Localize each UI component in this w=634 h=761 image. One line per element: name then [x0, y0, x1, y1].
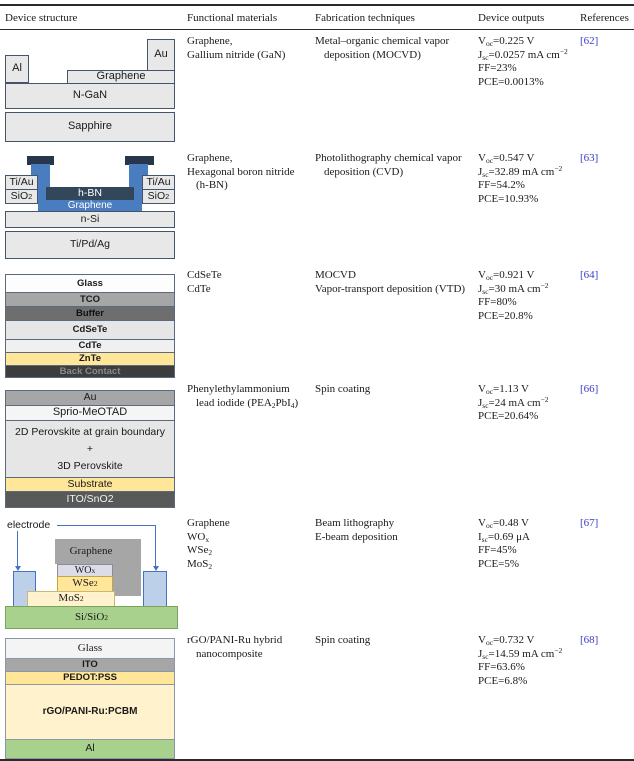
functional-materials-cell	[187, 512, 315, 571]
reference-cell	[580, 264, 634, 283]
table-row	[0, 30, 634, 147]
layer-graphene: Graphene	[55, 539, 127, 564]
output-line: $V_{oc}=0.225$ V	[478, 35, 535, 48]
table-row	[0, 629, 634, 759]
table-header-row	[0, 6, 634, 30]
device-structure-cell	[0, 629, 187, 759]
layer-graphene: Graphene	[38, 200, 142, 211]
fabrication-item: MOCVD	[315, 269, 356, 281]
gan-graphene-device-diagram	[5, 39, 175, 143]
electrode-label: electrode	[7, 519, 51, 531]
perovskite-line-3: 3D Perovskite	[57, 459, 123, 472]
layer-n-si: n-Si	[5, 211, 175, 228]
output-line: $V_{oc}=0.48$ V	[478, 517, 529, 530]
device-table	[0, 4, 634, 761]
table-row	[0, 512, 634, 629]
layer-rgo-pani-ru-pcbm: rGO/PANI-Ru:PCBM	[5, 684, 175, 740]
fabrication-item: Spin coating	[315, 383, 371, 395]
device-structure-cell	[0, 30, 187, 143]
fabrication-cell	[315, 30, 478, 62]
layer-si-sio2: Si/SiO 2	[5, 606, 178, 629]
layer-wse2: WSe 2	[57, 576, 113, 592]
electrode-right	[143, 571, 167, 607]
material-item: CdSeTe	[187, 269, 222, 281]
material-item: Gallium nitride (GaN)	[187, 48, 286, 61]
perovskite-stack-diagram	[5, 390, 175, 512]
device-outputs-cell	[478, 147, 580, 206]
layer-h-bn: h-BN	[46, 187, 134, 200]
fabrication-item: Metal–organic chemical vapor deposition (MOCVD)	[315, 35, 450, 61]
material-item: $WO_x$	[187, 530, 210, 544]
perovskite-line-2: +	[86, 442, 94, 455]
layer-ti-pd-ag: Ti/Pd/Ag	[5, 231, 175, 259]
paper-table-page	[0, 4, 634, 755]
layer-tco: TCO	[5, 292, 175, 307]
material-item: rGO/PANI-Ru hybrid nanocomposite	[187, 634, 283, 660]
output-line: FF=63.6%	[478, 661, 525, 673]
reference-cell	[580, 30, 634, 49]
output-line: $J_{sc}=32.89$ mA $cm^{-2}$	[478, 163, 563, 179]
fabrication-cell	[315, 264, 478, 296]
material-item: Graphene	[187, 517, 230, 529]
electrode-pointer-line-left	[17, 531, 18, 566]
layer-sio2-right: SiO 2	[142, 189, 175, 204]
output-line: PCE=0.0013%	[478, 75, 544, 88]
output-line: PCE=5%	[478, 557, 520, 570]
output-line: $V_{oc}=1.13$ V	[478, 383, 529, 396]
material-item: Graphene,	[187, 152, 233, 164]
material-item: MoS$_2$	[187, 557, 213, 571]
layer-graphene: Graphene	[67, 70, 175, 84]
output-line: PCE=20.8%	[478, 309, 533, 322]
material-item: Phenylethylammonium lead iodide $(PEA_2PbI_4)$	[187, 383, 299, 410]
layer-ti-au-left: Ti/Au	[5, 175, 38, 190]
output-line: $J_{sc}=30$ mA $cm^{-2}$	[478, 280, 549, 296]
output-line: $J_{sc}=14.59$ mA $cm^{-2}$	[478, 645, 563, 661]
layer-ito-sno2: ITO/SnO2	[5, 491, 175, 508]
reference-cell	[580, 147, 634, 166]
reference-link[interactable]: [68]	[580, 634, 599, 646]
device-structure-cell	[0, 378, 187, 512]
layer-cdte: CdTe	[5, 339, 175, 353]
reference-link[interactable]: [63]	[580, 152, 599, 164]
table-row	[0, 264, 634, 378]
fabrication-cell	[315, 629, 478, 648]
reference-cell	[580, 512, 634, 531]
graphene-tmd-device-diagram	[5, 519, 178, 629]
layer-al: Al	[5, 739, 175, 759]
layer-au: Au	[147, 39, 175, 71]
output-line: FF=54.2%	[478, 179, 525, 191]
reference-link[interactable]: [67]	[580, 517, 599, 529]
header-functional-materials: Functional materials	[187, 12, 278, 24]
electrode-pointer-line-right	[155, 525, 156, 566]
device-outputs-cell	[478, 629, 580, 688]
fabrication-item: E-beam deposition	[315, 530, 398, 543]
layer-au: Au	[5, 390, 175, 406]
device-structure-cell	[0, 147, 187, 261]
layer-sprio-meotad: Sprio-MeOTAD	[5, 405, 175, 421]
device-outputs-cell	[478, 378, 580, 424]
device-outputs-cell	[478, 30, 580, 89]
output-line: $V_{oc}=0.547$ V	[478, 152, 535, 165]
header-references: References	[580, 12, 629, 24]
output-line: FF=45%	[478, 544, 517, 556]
fabrication-item: Beam lithography	[315, 517, 395, 529]
fabrication-cell	[315, 147, 478, 179]
output-line: FF=23%	[478, 62, 517, 74]
header-device-outputs: Device outputs	[478, 12, 545, 24]
layer-glass: Glass	[5, 638, 175, 659]
material-item: Graphene,	[187, 35, 233, 47]
reference-link[interactable]: [66]	[580, 383, 599, 395]
output-line: $J_{sc}=24$ mA $cm^{-2}$	[478, 394, 549, 410]
output-line: $J_{sc}=0.0257$ mA $cm^{-2}$	[478, 46, 568, 62]
fabrication-item: Spin coating	[315, 634, 371, 646]
output-line: FF=80%	[478, 296, 517, 308]
reference-link[interactable]: [62]	[580, 35, 599, 47]
output-line: PCE=6.8%	[478, 674, 528, 687]
functional-materials-cell	[187, 264, 315, 296]
header-fabrication-techniques: Fabrication techniques	[315, 12, 415, 24]
output-line: $V_{oc}=0.732$ V	[478, 634, 535, 647]
device-structure-cell	[0, 512, 187, 629]
layer-ito: ITO	[5, 658, 175, 672]
layer-buffer: Buffer	[5, 306, 175, 321]
layer-al: Al	[5, 55, 29, 83]
cdsete-stack-diagram	[5, 274, 175, 378]
material-item: WSe$_2$	[187, 544, 213, 557]
rgo-pani-stack-diagram	[5, 638, 175, 759]
reference-link[interactable]: [64]	[580, 269, 599, 281]
header-device-structure: Device structure	[5, 12, 78, 24]
output-line: PCE=20.64%	[478, 410, 539, 422]
layer-substrate: Substrate	[5, 477, 175, 492]
functional-materials-cell	[187, 629, 315, 661]
output-line: PCE=10.93%	[478, 192, 539, 205]
device-structure-cell	[0, 264, 187, 378]
functional-materials-cell	[187, 30, 315, 62]
device-outputs-cell	[478, 512, 580, 571]
layer-wox: WO x	[57, 564, 113, 577]
fabrication-cell	[315, 378, 478, 397]
electrode-pointer-line	[57, 525, 156, 526]
layer-back-contact: Back Contact	[5, 365, 175, 378]
layer-sio2-left: SiO 2	[5, 189, 38, 204]
material-item: Hexagonal boron nitride (h-BN)	[187, 165, 295, 191]
layer-znte: ZnTe	[5, 352, 175, 366]
layer-mos2: MoS 2	[27, 591, 115, 607]
device-outputs-cell	[478, 264, 580, 323]
graphene-hbn-device-diagram	[5, 156, 175, 261]
fabrication-item: Photolithography chemical vapor deposition (CVD)	[315, 152, 462, 178]
layer-cdsete: CdSeTe	[5, 320, 175, 340]
reference-cell	[580, 378, 634, 397]
fabrication-cell	[315, 512, 478, 544]
functional-materials-cell	[187, 147, 315, 193]
table-row	[0, 378, 634, 512]
layer-glass: Glass	[5, 274, 175, 293]
layer-ti-au-right: Ti/Au	[142, 175, 175, 190]
functional-materials-cell	[187, 378, 315, 410]
reference-cell	[580, 629, 634, 648]
layer-pedot-pss: PEDOT:PSS	[5, 671, 175, 685]
layer-sapphire: Sapphire	[5, 112, 175, 142]
output-line: $I_{sc}=0.69$ μA	[478, 530, 530, 544]
perovskite-line-1: 2D Perovskite at grain boundary	[15, 425, 165, 438]
layer-perovskite	[5, 420, 175, 478]
fabrication-item: Vapor-transport deposition (VTD)	[315, 282, 466, 295]
material-item: CdTe	[187, 282, 211, 295]
layer-n-gan: N-GaN	[5, 83, 175, 109]
output-line: $V_{oc}=0.921$ V	[478, 269, 535, 282]
table-row	[0, 147, 634, 264]
